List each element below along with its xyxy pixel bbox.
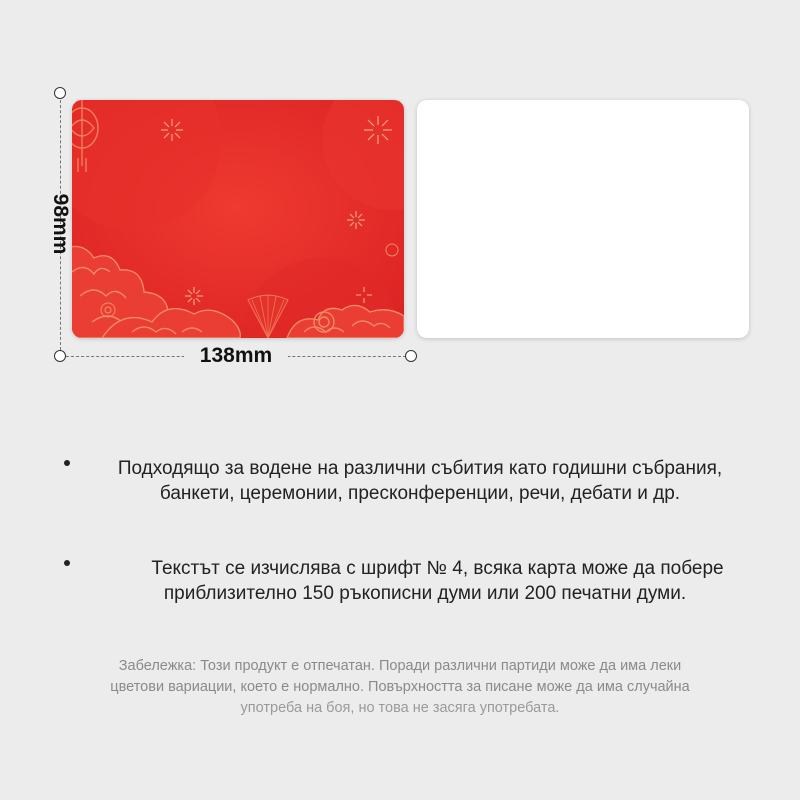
dimension-marker-top-left <box>54 87 66 99</box>
height-label: 98mm <box>49 193 72 255</box>
card-front-artwork <box>72 100 404 338</box>
note-line: употреба на боя, но това не засяга употребата. <box>240 700 560 716</box>
note-line: Забележка: Този продукт е отпечатан. Поради различни партиди може да има леки <box>118 658 682 674</box>
card-back-white <box>417 100 749 338</box>
bullet-text-line: Текстът се изчислява с шрифт № 4, всяка карта може да побере <box>151 558 724 579</box>
product-note <box>0 656 800 719</box>
feature-bullet-capacity <box>0 556 800 606</box>
card-front-red <box>72 100 404 338</box>
note-line: цветови вариации, което е нормално. Повърхността за писане може да има случайна <box>110 679 690 695</box>
feature-bullet-usage <box>0 456 800 506</box>
bullet-dot-icon <box>64 560 70 566</box>
dimension-marker-bottom-right <box>405 350 417 362</box>
dimension-marker-bottom-left <box>54 350 66 362</box>
bullet-text-line: банкети, церемонии, пресконференции, речи, дебати и др. <box>159 483 681 504</box>
bullet-dot-icon <box>64 460 70 466</box>
bullet-text-line: приблизително 150 ръкописни думи или 200 печатни думи. <box>163 583 687 604</box>
width-label: 138mm <box>184 344 288 368</box>
bullet-text-line: Подходящо за водене на различни събития като годишни събрания, <box>117 458 723 479</box>
